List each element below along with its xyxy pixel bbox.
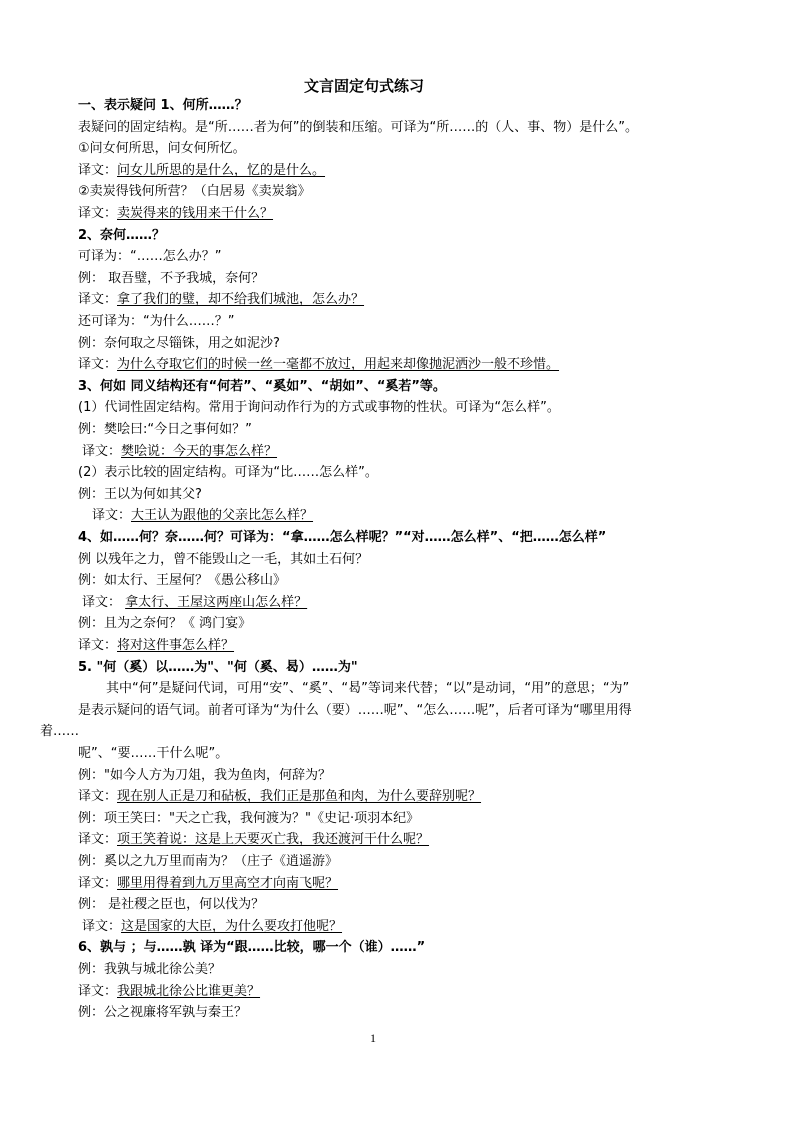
line-label: 译文： xyxy=(82,443,122,459)
text-line xyxy=(0,226,794,246)
line-text: 3、何如 同义结构还有“何若”、“奚如”、“胡如”、“奚若”等。 xyxy=(78,378,446,394)
line-text: 例：樊哙曰:“今日之事何如？” xyxy=(78,422,252,437)
document-title xyxy=(0,76,794,96)
text-line xyxy=(0,658,794,678)
page-number: 1 xyxy=(370,1031,376,1045)
text-line xyxy=(0,766,794,786)
text-line xyxy=(0,334,794,354)
line-text: 例：奈何取之尽锱铢，用之如泥沙? xyxy=(78,335,280,351)
text-line xyxy=(0,593,794,613)
line-label: 译文： xyxy=(78,789,118,805)
line-text: 例：公之视廉将军孰与秦王？ xyxy=(78,1005,248,1021)
line-text: 是表示疑问的语气词。前者可译为“为什么（要）……呢”、“怎么……呢”，后者可译为“哪里用得 xyxy=(78,702,632,718)
line-label: 译文： xyxy=(78,357,118,373)
text-line xyxy=(0,96,794,116)
text-line xyxy=(0,787,794,807)
line-label: 译文： xyxy=(78,292,118,308)
text-line xyxy=(0,528,794,548)
translation-text: 为什么夺取它们的时候一丝一毫都不放过，用起来却像抛泥洒沙一般不珍惜。 xyxy=(117,357,560,373)
line-text xyxy=(92,506,313,526)
text-line xyxy=(0,355,794,375)
line-text xyxy=(78,830,429,850)
line-text: 例：且为之奈何？《 鸿门宴》 xyxy=(78,616,252,632)
line-text xyxy=(78,982,260,1002)
line-text xyxy=(78,355,559,375)
line-label: 译文： xyxy=(82,594,126,610)
line-text: 例："如今人方为刀俎，我为鱼肉，何辞为？ xyxy=(78,767,331,783)
text-line xyxy=(0,398,794,418)
translation-text: 这是国家的大臣，为什么要攻打他呢？ xyxy=(121,918,343,934)
line-text: 例： 是社稷之臣也，何以伐为？ xyxy=(78,897,265,913)
line-text xyxy=(82,917,342,937)
text-line xyxy=(0,269,794,289)
text-line xyxy=(0,852,794,872)
text-line xyxy=(0,809,794,829)
text-line xyxy=(0,550,794,570)
line-text: 2、奈何……？ xyxy=(78,227,166,243)
line-text xyxy=(78,874,338,894)
line-label: 译文： xyxy=(78,832,118,848)
text-line xyxy=(0,874,794,894)
line-text: 5. "何（奚）以……为"、"何（奚、曷）……为" xyxy=(78,659,358,675)
translation-text: 项王笑着说：这是上天要灭亡我，我还渡河干什么呢？ xyxy=(117,832,430,848)
text-line xyxy=(0,377,794,397)
line-text: 例：项王笑曰："天之亡我，我何渡为？"《史记·项羽本纪》 xyxy=(78,810,420,826)
line-text: 4、如……何？奈……何？可译为：“拿……怎么样呢？”“对……怎么样”、“把……怎么样” xyxy=(78,530,607,545)
text-line xyxy=(0,614,794,634)
translation-text: 拿了我们的璧，却不给我们城池，怎么办？ xyxy=(117,292,365,308)
line-text xyxy=(78,636,234,656)
line-text xyxy=(82,442,277,462)
text-line xyxy=(0,722,794,742)
text-line xyxy=(0,204,794,224)
line-text: 可译为：“……怎么办？” xyxy=(78,249,222,265)
line-text: 例：奚以之九万里而南为？（庄子《逍遥游》 xyxy=(78,854,339,869)
line-text: 还可译为：“为什么……？” xyxy=(78,314,235,329)
line-text: 呢”、“要……干什么呢”。 xyxy=(78,746,229,761)
text-line xyxy=(0,442,794,462)
line-label: 译文： xyxy=(82,918,122,934)
line-text: 例 以残年之力，曾不能毁山之一毛，其如土石何？ xyxy=(78,551,369,567)
text-line xyxy=(0,118,794,138)
text-line xyxy=(0,182,794,202)
line-text xyxy=(78,787,481,807)
line-text xyxy=(82,593,307,613)
line-label: 译文： xyxy=(78,162,118,178)
text-line xyxy=(0,744,794,764)
line-text: 例：我孰与城北徐公美？ xyxy=(78,962,222,977)
text-line xyxy=(0,938,794,958)
text-line xyxy=(0,982,794,1002)
line-text: (1）代词性固定结构。常用于询问动作行为的方式或事物的性状。可译为“怎么样”。 xyxy=(78,400,560,416)
text-line xyxy=(0,290,794,310)
text-line xyxy=(0,636,794,656)
line-label: 译文： xyxy=(78,983,118,999)
text-line xyxy=(0,485,794,505)
text-line xyxy=(0,571,794,591)
line-label: 译文： xyxy=(78,206,118,221)
line-text: 例： 取吾璧，不予我城，奈何？ xyxy=(78,270,265,286)
text-line xyxy=(0,161,794,181)
line-label: 译文： xyxy=(78,875,118,891)
page-footer xyxy=(0,1028,794,1048)
text-line xyxy=(0,247,794,267)
line-text: 例：王以为何如其父? xyxy=(78,486,202,502)
line-text: ①问女何所思，问女何所忆。 xyxy=(78,141,246,157)
line-text: 着…… xyxy=(40,724,80,740)
translation-text: 问女儿所思的是什么，忆的是什么。 xyxy=(117,162,326,178)
text-line xyxy=(0,506,794,526)
text-line xyxy=(0,701,794,721)
translation-text: 哪里用得着到九万里高空才向南飞呢？ xyxy=(117,875,339,891)
line-text: 例：如太行、王屋何？《愚公移山》 xyxy=(78,573,287,589)
translation-text: 我跟城北徐公比谁更美？ xyxy=(117,983,261,999)
text-line xyxy=(0,139,794,159)
text-line xyxy=(0,679,794,699)
text-line xyxy=(0,312,794,332)
translation-text: 现在别人正是刀和砧板，我们正是那鱼和肉，为什么要辞别呢？ xyxy=(117,789,482,805)
line-label: 译文： xyxy=(78,638,118,653)
line-text: ②卖炭得钱何所营？（白居易《卖炭翁》 xyxy=(78,184,311,200)
text-line xyxy=(0,830,794,850)
text-line xyxy=(0,1003,794,1023)
translation-text: 樊哙说：今天的事怎么样？ xyxy=(121,443,278,459)
line-text xyxy=(78,204,273,224)
text-line xyxy=(0,463,794,483)
text-line xyxy=(0,895,794,915)
translation-text: 将对这件事怎么样？ xyxy=(117,638,235,653)
text-line xyxy=(0,420,794,440)
line-text: (2）表示比较的固定结构。可译为“比……怎么样”。 xyxy=(78,465,378,481)
line-text: 一、表示疑问 1、何所……？ xyxy=(78,98,248,113)
text-line xyxy=(0,960,794,980)
text-line xyxy=(0,917,794,937)
line-text xyxy=(78,290,364,310)
title-text: 文言固定句式练习 xyxy=(304,77,425,95)
translation-text: 拿太行、王屋这两座山怎么样？ xyxy=(125,594,308,610)
line-text xyxy=(78,161,325,181)
line-label: 译文： xyxy=(92,508,132,524)
line-text: 其中“何”是疑问代词，可用“安”、“奚”、“曷”等词来代替；“以”是动词，“用”的意思；“为” xyxy=(106,681,630,697)
translation-text: 大王认为跟他的父亲比怎么样？ xyxy=(131,508,314,524)
line-text: 表疑问的固定结构。是“所……者为何”的倒装和压缩。可译为“所……的（人、事、物）是什么”。 xyxy=(78,119,638,135)
line-text: 6、孰与 ；与……孰 译为“跟……比较，哪一个（谁）……” xyxy=(78,940,426,956)
translation-text: 卖炭得来的钱用来干什么？ xyxy=(117,206,274,221)
